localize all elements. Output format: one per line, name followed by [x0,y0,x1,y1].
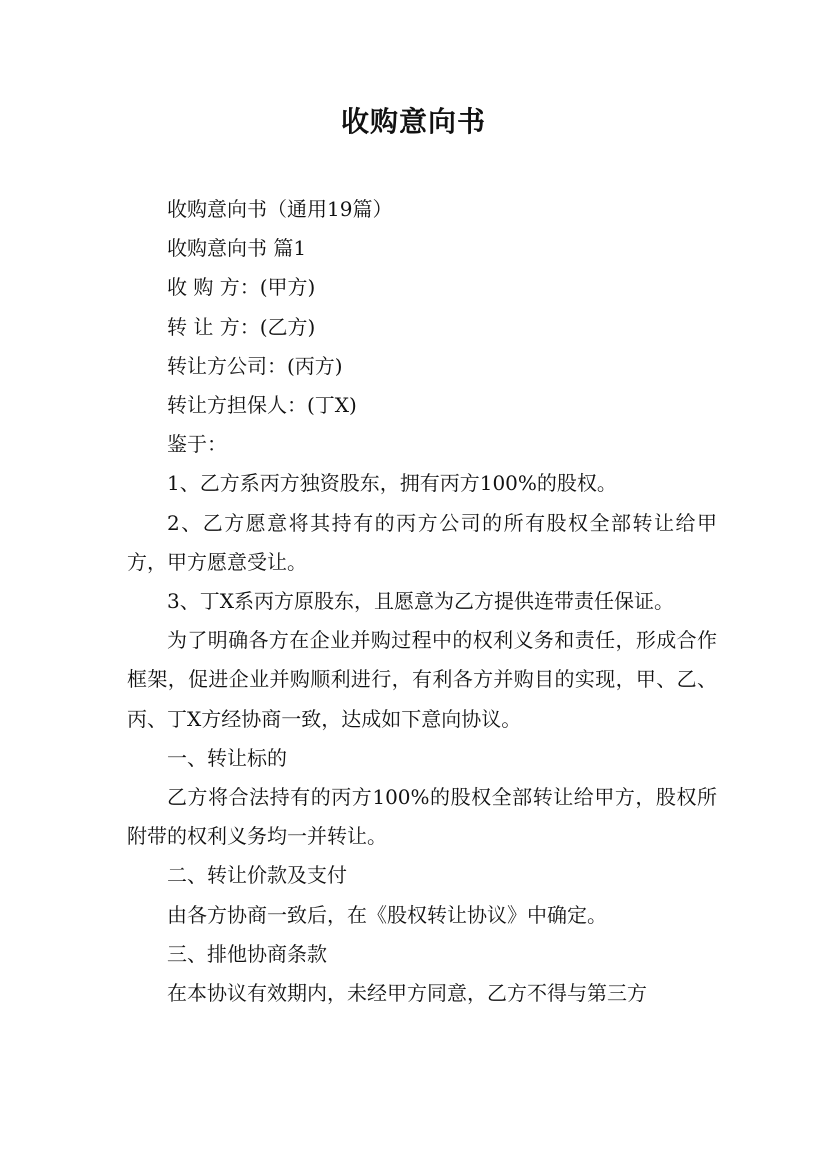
paragraph: 二、转让价款及支付 [167,863,347,888]
paragraph: 鉴于： [167,432,227,457]
paragraph: 乙方将合法持有的丙方100%的股权全部转让给甲方，股权所附带的权利义务均一并转让。 [127,785,717,849]
document-body [127,190,717,1013]
paragraph: 转 让 方：(乙方) [167,314,316,339]
paragraph: 收 购 方：(甲方) [167,275,316,300]
paragraph: 由各方协商一致后，在《股权转让协议》中确定。 [167,902,607,927]
paragraph: 转让方担保人：(丁X) [167,393,357,418]
paragraph: 在本协议有效期内，未经甲方同意，乙方不得与第三方 [167,981,647,1006]
paragraph: 转让方公司：(丙方) [167,353,343,378]
paragraph: 收购意向书（通用19篇） [167,197,393,221]
paragraph: 一、转让标的 [167,745,287,770]
document-title: 收购意向书 [340,105,486,138]
paragraph: 1、乙方系丙方独资股东，拥有丙方100%的股权。 [167,471,617,496]
paragraph: 3、丁X系丙方原股东，且愿意为乙方提供连带责任保证。 [167,589,674,614]
paragraph: 收购意向书 篇1 [167,236,307,261]
paragraph: 三、排他协商条款 [167,941,327,966]
paragraph: 2、乙方愿意将其持有的丙方公司的所有股权全部转让给甲方，甲方愿意受让。 [127,510,717,574]
paragraph: 为了明确各方在企业并购过程中的权利义务和责任，形成合作框架，促进企业并购顺利进行，有利各方并购目的实现，甲、乙、丙、丁X方经协商一致，达成如下意向协议。 [127,628,717,731]
